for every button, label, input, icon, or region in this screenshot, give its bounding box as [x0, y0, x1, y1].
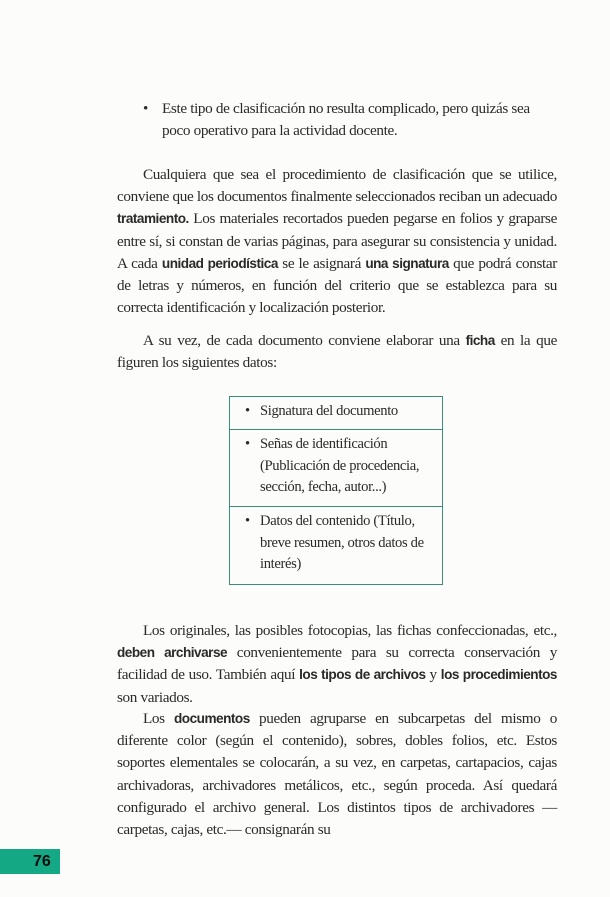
para4-text-2: pueden agruparse en subcarpetas del mismo o diferente color (según el contenido), sobres, dobles folios, etc. Estos soportes elementales se colocarán, a su vez, en carpetas, cartapacios, cajas archivadoras, archivadores metálicos, etc., según proceda. Así quedará configurado el archivo general. Los distintos tipos de archivadores —carpetas, cajas, etc.— consignarán su — [117, 710, 557, 839]
paragraph-archivarse — [117, 620, 557, 709]
para3-text-4: son variados. — [117, 688, 193, 706]
top-bullet-item — [143, 98, 558, 142]
para2-text-2: en la que figuren los siguientes datos: — [117, 332, 557, 372]
para4-bold-1: documentos — [173, 711, 250, 726]
para1-text-4: que podrá constar de letras y números, en función del criterio que se establezca para su correcta identificación y localización posterior. — [117, 254, 557, 317]
ficha-box — [229, 396, 443, 585]
bullet-icon: • — [245, 513, 250, 529]
ficha-item — [230, 397, 442, 430]
para1-bold-2: unidad periodística — [161, 255, 278, 271]
para3-text-3: y — [425, 666, 441, 684]
para3-text-2: convenientemente para su correcta conservación y facilidad de uso. También aquí — [117, 644, 557, 684]
para1-text-1: Cualquiera que sea el procedimiento de clasificación que se utilice, conviene que los documentos finalmente seleccionados reciban un adecuado — [117, 166, 557, 206]
paragraph-ficha — [117, 330, 557, 374]
bullet-icon: • — [143, 100, 148, 117]
para3-text-1: Los originales, las posibles fotocopias, las fichas confeccionadas, etc., — [143, 622, 557, 639]
para3-bold-3: los procedimientos — [440, 667, 557, 683]
para2-bold-1: ficha — [465, 333, 495, 348]
ficha-item — [230, 507, 442, 583]
ficha-item — [230, 430, 442, 507]
bullet-icon: • — [245, 403, 250, 419]
ficha-item-text: Señas de identificación (Publicación de procedencia, sección, fecha, autor...) — [260, 436, 420, 495]
page-number: 76 — [33, 853, 51, 870]
para1-text-3: se le asignará — [277, 254, 366, 272]
para1-bold-3: una signatura — [365, 255, 449, 271]
paragraph-documentos — [117, 708, 557, 841]
para3-bold-1: deben archivarse — [117, 645, 228, 661]
bullet-icon: • — [245, 436, 250, 452]
ficha-item-text: Datos del contenido (Título, breve resumen, otros datos de interés) — [260, 513, 424, 572]
ficha-item-text: Signatura del documento — [260, 403, 398, 419]
para3-bold-2: los tipos de archivos — [299, 667, 426, 683]
para1-bold-1: tratamiento. — [117, 211, 189, 227]
paragraph-tratamiento — [117, 164, 557, 319]
top-bullet-text: Este tipo de clasificación no resulta complicado, pero quizás sea poco operativo para la actividad docente. — [162, 100, 530, 140]
footer-accent-bar — [0, 849, 60, 874]
para2-text-1: A su vez, de cada documento conviene elaborar una — [143, 332, 466, 349]
para1-text-2: Los materiales recortados pueden pegarse en folios y graparse entre sí, si constan de varias páginas, para asegurar su consistencia y unidad. A cada — [117, 210, 557, 272]
para4-text-1: Los — [143, 710, 174, 727]
